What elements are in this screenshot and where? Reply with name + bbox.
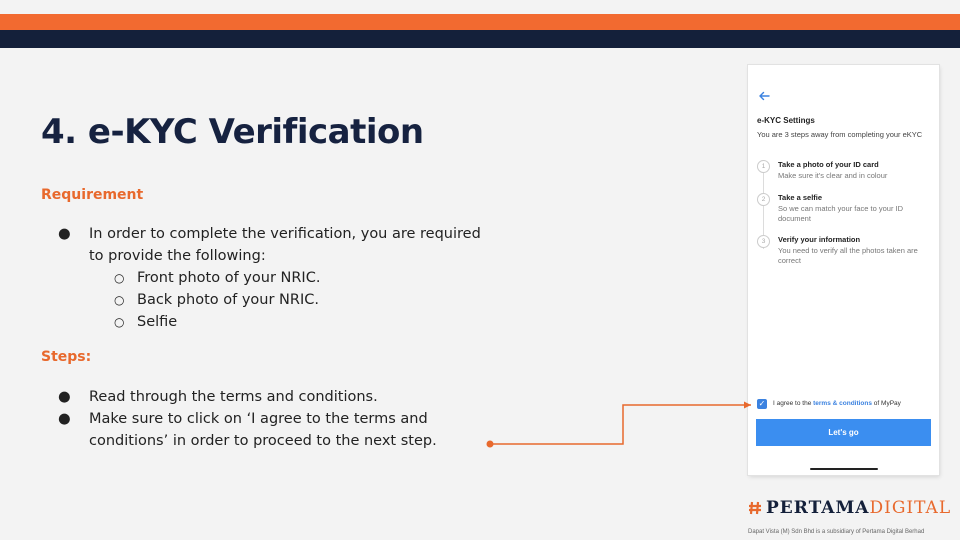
hollow-bullet-icon: ○ — [114, 293, 125, 307]
step-number: 3 — [757, 235, 770, 248]
step-number: 2 — [757, 193, 770, 206]
step-text: Read through the terms and conditions. — [89, 389, 378, 405]
screen-title: e-KYC Settings — [757, 116, 815, 125]
subitem-text: Front photo of your NRIC. — [137, 270, 321, 286]
agree-label — [773, 400, 901, 407]
hollow-bullet-icon: ○ — [114, 271, 125, 285]
steps-heading: Steps: — [41, 349, 92, 365]
list-item — [89, 311, 481, 333]
requirement-list — [41, 223, 481, 333]
footer-note: Dapat Vista (M) Sdn Bhd is a subsidiary of Pertama Digital Berhad — [748, 529, 925, 535]
step-title: Take a photo of your ID card — [778, 160, 879, 169]
subitem-text: Selfie — [137, 314, 178, 330]
terms-link[interactable]: terms & conditions — [813, 400, 872, 407]
step-title: Verify your information — [778, 235, 861, 244]
step-number: 1 — [757, 160, 770, 173]
step-description: You need to verify all the photos taken are correct — [778, 246, 918, 265]
agree-suffix: of MyPay — [872, 400, 901, 407]
requirement-sublist — [89, 267, 481, 333]
home-indicator — [810, 468, 878, 470]
top-orange-bar — [0, 14, 960, 30]
logo-part2: DIGITAL — [869, 498, 952, 518]
list-item — [89, 267, 481, 289]
subitem-text: Back photo of your NRIC. — [137, 292, 319, 308]
arrow-left-icon[interactable] — [757, 89, 771, 103]
hollow-bullet-icon: ○ — [114, 315, 125, 329]
list-item — [89, 289, 481, 311]
phone-screenshot — [748, 65, 939, 475]
steps-list — [41, 386, 481, 452]
requirement-heading: Requirement — [41, 187, 144, 203]
agree-prefix: I agree to the — [773, 400, 814, 407]
lets-go-button[interactable]: Let's go — [756, 419, 931, 446]
bullet-icon: ● — [58, 411, 71, 427]
hash-logo-icon — [748, 501, 762, 515]
list-item — [41, 223, 481, 333]
logo-part1: PERTAMA — [766, 498, 870, 518]
bullet-icon: ● — [58, 389, 71, 405]
list-item — [41, 408, 481, 452]
requirement-bullet-text: In order to complete the verification, you are required to provide the following: — [89, 226, 481, 264]
step-title: Take a selfie — [778, 193, 823, 202]
step-description: So we can match your face to your ID document — [778, 204, 904, 223]
screen-subtitle: You are 3 steps away from completing your eKYC — [757, 130, 923, 139]
slide-title: 4. e-KYC Verification — [41, 112, 424, 152]
step-text: Make sure to click on ‘I agree to the terms and conditions’ in order to proceed to the next step. — [89, 411, 437, 449]
top-navy-bar — [0, 30, 960, 48]
bullet-icon: ● — [58, 226, 71, 242]
agree-checkbox[interactable]: ✓ — [758, 399, 766, 408]
step-description: Make sure it's clear and in colour — [778, 171, 888, 180]
list-item — [41, 386, 481, 408]
